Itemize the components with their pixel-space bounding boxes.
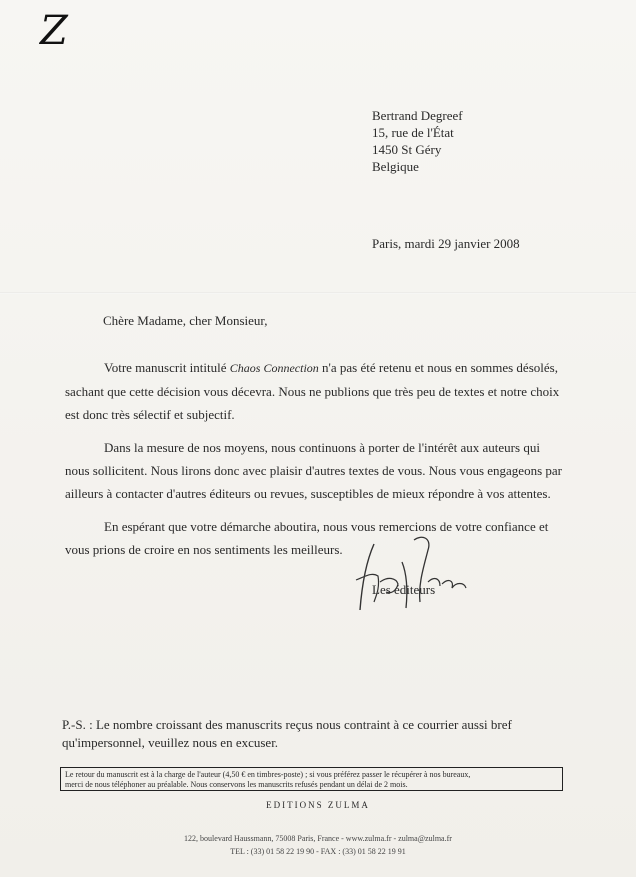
paragraph-2 — [65, 436, 585, 505]
p2-line1: Dans la mesure de nos moyens, nous continuons à porter de l'intérêt aux auteurs qui — [104, 440, 540, 455]
recipient-address — [372, 107, 463, 175]
publisher-footer — [0, 832, 636, 858]
publisher-name: EDITIONS ZULMA — [266, 800, 370, 810]
recipient-country: Belgique — [372, 159, 419, 174]
p3-line1: En espérant que votre démarche aboutira, nous vous remercions de votre confiance et — [104, 519, 549, 534]
notice-line1: Le retour du manuscrit est à la charge de l'auteur (4,50 € en timbres-poste) ; si vous préférez passer le récupérer à nos bureaux, — [65, 770, 471, 779]
ps-line2: qu'impersonnel, veuillez nous en excuser. — [62, 735, 279, 750]
p1-line3: est donc très sélectif et subjectif. — [65, 407, 235, 422]
p1-line2: sachant que cette décision vous décevra. Nous ne publions que très peu de textes et notre choix — [65, 384, 560, 399]
postscript — [62, 716, 512, 752]
paragraph-3 — [65, 515, 585, 561]
recipient-city: 1450 St Géry — [372, 142, 442, 157]
publisher-logo: Z — [40, 8, 68, 54]
manuscript-title: Chaos Connection — [229, 361, 319, 375]
greeting: Chère Madame, cher Monsieur, — [103, 313, 268, 328]
p2-line3: ailleurs à contacter d'autres éditeurs ou revues, susceptibles de mieux répondre à vos attentes. — [65, 486, 551, 501]
p2-line2: nous sollicitent. Nous lirons donc avec plaisir d'autres textes de vous. Nous vous engageons par — [65, 463, 562, 478]
footer-phone: TEL : (33) 01 58 22 19 90 - FAX : (33) 01 58 22 19 91 — [230, 847, 406, 856]
footer-address: 122, boulevard Haussmann, 75008 Paris, France - www.zulma.fr - zulma@zulma.fr — [184, 834, 452, 843]
date-line: Paris, mardi 29 janvier 2008 — [372, 236, 520, 251]
paper-fold-line — [0, 292, 636, 294]
ps-line1: P.-S. : Le nombre croissant des manuscrits reçus nous contraint à ce courrier aussi bref — [62, 717, 512, 732]
return-notice-box — [60, 767, 563, 791]
notice-line2: merci de nous téléphoner au préalable. Nous conservons les manuscrits refusés pendant un délai de 2 mois. — [65, 780, 408, 789]
p1-line1-end: n'a pas été retenu et nous en sommes désolés, — [318, 360, 558, 375]
paragraph-1 — [65, 356, 585, 426]
signer-label: Les éditeurs — [372, 582, 436, 597]
p1-pre-title: Votre manuscrit intitulé — [104, 360, 230, 375]
letter-body — [65, 356, 585, 571]
handwritten-signature — [336, 532, 486, 624]
recipient-name: Bertrand Degreef — [372, 108, 463, 123]
recipient-street: 15, rue de l'État — [372, 125, 454, 140]
p3-line2: vous prions de croire en nos sentiments les meilleurs. — [65, 542, 343, 557]
